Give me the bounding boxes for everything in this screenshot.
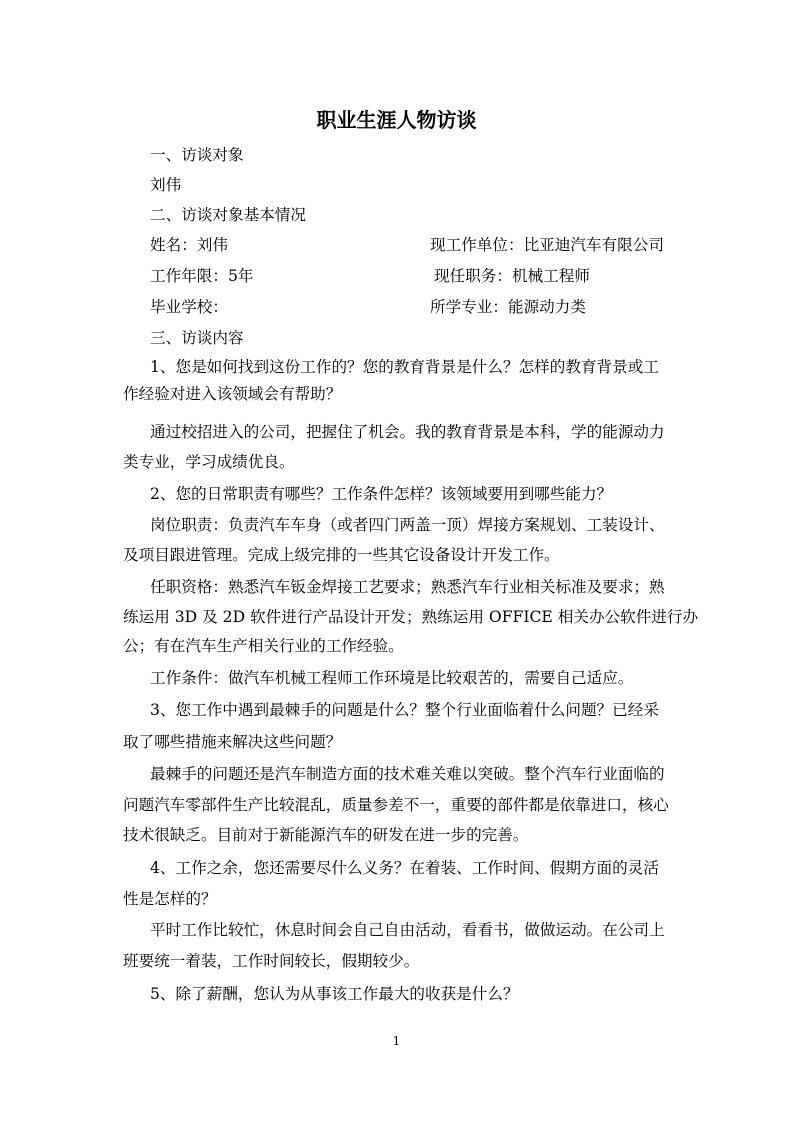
answer-3-line: 最棘手的问题还是汽车制造方面的技术难关难以突破。整个汽车行业面临的 [150,765,665,783]
interviewee-name: 刘伟 [150,176,182,194]
answer-2-qualifications-line: 公；有在汽车生产相关行业的工作经验。 [123,637,404,655]
answer-4-line: 平时工作比较忙，休息时间会自己自由活动，看看书，做做运动。在公司上 [150,921,665,939]
question-1-line: 作经验对进入该领域会有帮助？ [123,385,342,403]
answer-1-line: 类专业，学习成绩优良。 [123,453,295,471]
answer-4-line: 班要统一着装，工作时间较长，假期较少。 [123,952,420,970]
info-position: 现任职务：机械工程师 [434,267,590,285]
question-1-line: 1、您是如何找到这份工作的？您的教育背景是什么？怎样的教育背景或工 [150,358,659,376]
info-employer: 现工作单位：比亚迪汽车有限公司 [430,236,664,254]
question-3-line: 取了哪些措施来解决这些问题？ [123,733,342,751]
answer-2-qualifications-line: 任职资格：熟悉汽车钣金焊接工艺要求；熟悉汽车行业相关标准及要求；熟 [150,578,665,596]
question-2-line: 2、您的日常职责有哪些？工作条件怎样？该领域要用到哪些能力？ [150,485,613,503]
question-5-line: 5、除了薪酬，您认为从事该工作最大的收获是什么？ [150,985,519,1003]
answer-2-duties-line: 岗位职责：负责汽车车身（或者四门两盖一顶）焊接方案规划、工装设计、 [150,516,665,534]
answer-3-line: 技术很缺乏。目前对于新能源汽车的研发在进一步的完善。 [123,826,529,844]
info-name: 姓名：刘伟 [150,236,228,254]
answer-2-duties-line: 及项目跟进管理。完成上级完排的一些其它设备设计开发工作。 [123,546,560,564]
answer-2-conditions-line: 工作条件：做汽车机械工程师工作环境是比较艰苦的，需要自己适应。 [150,669,634,687]
info-school: 毕业学校： [150,298,228,316]
info-years: 工作年限：5年 [150,267,254,285]
page-title: 职业生涯人物访谈 [316,108,477,132]
section-heading-1: 一、访谈对象 [150,146,244,164]
question-4-line: 性是怎样的？ [123,890,217,908]
section-heading-3: 三、访谈内容 [150,329,244,347]
question-3-line: 3、您工作中遇到最棘手的问题是什么？整个行业面临着什么问题？已经采 [150,701,659,719]
page-number: 1 [392,1034,401,1048]
section-heading-2: 二、访谈对象基本情况 [150,206,306,224]
answer-3-line: 问题汽车零部件生产比较混乱，质量参差不一，重要的部件都是依靠进口，核心 [123,796,669,814]
answer-1-line: 通过校招进入的公司，把握住了机会。我的教育背景是本科，学的能源动力 [150,423,665,441]
answer-2-qualifications-line: 练运用 3D 及 2D 软件进行产品设计开发；熟练运用 OFFICE 相关办公软件进行办 [123,608,699,626]
question-4-line: 4、工作之余，您还需要尽什么义务？在着装、工作时间、假期方面的灵活 [150,859,659,877]
info-major: 所学专业：能源动力类 [430,298,586,316]
